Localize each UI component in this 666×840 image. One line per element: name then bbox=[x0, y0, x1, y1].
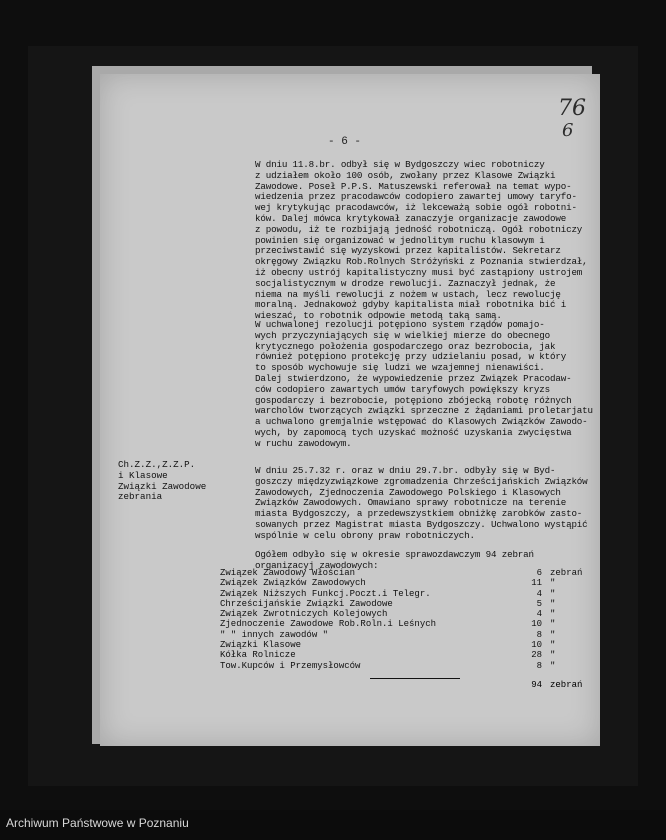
union-name: Chrześcijańskie Związki Zawodowe bbox=[220, 598, 393, 609]
meeting-count: 6 bbox=[536, 568, 542, 578]
text-line: Ogółem odbyło się w okresie sprawozdawczym 94 zebrań bbox=[255, 549, 534, 560]
table-row bbox=[220, 661, 590, 671]
text-line: wieszać, to robotnik odpowie metodą taką samą. bbox=[255, 310, 502, 322]
meeting-count: 11 bbox=[531, 578, 542, 589]
union-name: Kółka Rolnicze bbox=[220, 650, 296, 661]
text-line: socjalistycznym w drodze rewolucji. Zaznaczył jednak, że bbox=[255, 277, 556, 289]
union-name: Związek Związków Zawodowych bbox=[220, 578, 366, 589]
union-name: Związek Niższych Funkcj.Poczt.i Telegr. bbox=[220, 588, 431, 599]
text-line: W uchwalonej rezolucji potępiono system rządów pomajo- bbox=[255, 319, 545, 330]
table-row bbox=[220, 568, 590, 578]
table-row bbox=[220, 640, 590, 650]
table-row bbox=[220, 589, 590, 599]
meeting-count: 4 bbox=[536, 609, 542, 620]
text-line: sowanych przez Magistrat miasta Bydgoszczy. Uchwalono wystąpić bbox=[255, 518, 588, 530]
text-line: miasta Bydgoszczy, a przedewszystkiem obniżkę zarobków zasto- bbox=[255, 508, 583, 520]
text-line: niema na myśli rewolucji z nożem w ustach, lecz rewolucję bbox=[255, 288, 561, 300]
archive-handwritten-number: 76 bbox=[558, 96, 586, 121]
union-name: " " innych zawodów " bbox=[220, 629, 329, 640]
archive-handwritten-number-2: 6 bbox=[562, 120, 574, 141]
meeting-unit: " bbox=[550, 598, 556, 609]
meeting-unit: " bbox=[550, 609, 556, 620]
text-line: przeciwstawić się wyzyskowi przez kapitalistów. Sekretarz bbox=[255, 245, 561, 257]
archive-footer bbox=[0, 810, 666, 840]
table-row bbox=[220, 619, 590, 629]
table-row bbox=[220, 650, 590, 660]
meeting-unit: " bbox=[550, 629, 556, 640]
meeting-unit: " bbox=[550, 588, 556, 599]
text-line: Zawodowych, Zjednoczenia Zawodowego Polskiego i Klasowych bbox=[255, 486, 561, 498]
meeting-unit: " bbox=[550, 640, 556, 651]
margin-note-line: Ch.Z.Z.,Z.Z.P. bbox=[118, 459, 196, 470]
meeting-count: 10 bbox=[531, 619, 542, 630]
text-line: powinien się organizować w jednolitym ruchu klasowym i bbox=[255, 234, 545, 246]
text-line: moralną. Jednakowoż gdyby kapitalista miał robotnika bić i bbox=[255, 299, 567, 311]
page-number: - 6 - bbox=[328, 136, 362, 148]
text-line: wspólnie w celu obrony praw robotniczych. bbox=[255, 529, 475, 541]
text-line: okręgowy Związku Rob.Rolnych Stróżyński z Poznania stwierdzał, bbox=[255, 256, 588, 268]
paragraph-joint-meetings bbox=[255, 466, 595, 542]
total-row bbox=[220, 680, 590, 690]
text-line: ców codopiero zawartych umów taryfowych powiększy kryzs bbox=[255, 383, 550, 395]
text-line: gospodarczy i bezrobocie, potępiono zbójecką robotę różnych bbox=[255, 394, 572, 406]
text-line: Zawodowe. Poseł P.P.S. Matuszewski referował na temat wypo- bbox=[255, 180, 572, 192]
meeting-unit: " bbox=[550, 619, 556, 630]
paragraph-resolution bbox=[255, 320, 595, 450]
text-line: goszczy międzyzwiązkowe zgromadzenia Chrześcijańskich Związków bbox=[255, 475, 588, 487]
archive-name: Archiwum Państwowe w Poznaniu bbox=[6, 816, 189, 830]
text-line: Dalej stwierdzono, że wypowiedzenie przez Związek Pracodaw- bbox=[255, 372, 572, 384]
text-line: wiedzenia przez pracodawców codopiero zawartej umowy taryfo- bbox=[255, 191, 577, 203]
table-row bbox=[220, 609, 590, 619]
margin-note-line: Związki Zawodowe bbox=[118, 480, 207, 492]
meeting-count: 8 bbox=[536, 660, 542, 671]
text-line: w ruchu zawodowym. bbox=[255, 437, 352, 449]
union-name: Zjednoczenie Zawodowe Rob.Roln.i Leśnych bbox=[220, 619, 437, 630]
total-unit: zebrań bbox=[550, 680, 583, 690]
text-line: wych przyczyniających się w wielkiej mierze do obecnego bbox=[255, 329, 550, 341]
table-row bbox=[220, 578, 590, 588]
text-line: z udziałem około 100 osób, zwołany przez Klasowe Związki bbox=[255, 169, 556, 181]
margin-note-line: zebrania bbox=[118, 491, 163, 503]
meeting-unit: " bbox=[550, 660, 556, 671]
paragraph-meeting-report bbox=[255, 160, 595, 322]
union-name: Związek Zwrotniczych Kolejowych bbox=[220, 609, 388, 620]
text-line: organizacyj zawodowych: bbox=[255, 559, 379, 571]
meeting-unit: " bbox=[550, 578, 556, 589]
table-row bbox=[220, 599, 590, 609]
meeting-count: 28 bbox=[531, 650, 542, 661]
text-line: W dniu 11.8.br. odbył się w Bydgoszczy wiec robotniczy bbox=[255, 159, 545, 170]
meeting-count: 8 bbox=[536, 629, 542, 640]
margin-note-line: i Klasowe bbox=[118, 469, 168, 481]
union-name: Związek Zawodowy Włościan bbox=[220, 568, 356, 578]
table-row bbox=[220, 630, 590, 640]
text-line: wej krytykując pracodawców, iż lekceważą sobie ogół robotni- bbox=[255, 202, 577, 214]
meeting-unit: zebrań bbox=[550, 568, 583, 578]
total-rule bbox=[370, 678, 460, 679]
total-count: 94 bbox=[531, 680, 542, 690]
meeting-count: 4 bbox=[536, 588, 542, 599]
text-line: iż obecny ustrój kapitalistyczny musi być zastąpiony ustrojem bbox=[255, 266, 583, 278]
meeting-count: 5 bbox=[536, 598, 542, 609]
text-line: W dniu 25.7.32 r. oraz w dniu 29.7.br. odbyły się w Byd- bbox=[255, 465, 556, 476]
meeting-unit: " bbox=[550, 650, 556, 661]
text-line: z powodu, iż te rozbijają jedność robotniczą. Ogół robotniczy bbox=[255, 223, 583, 235]
meeting-count: 10 bbox=[531, 640, 542, 651]
text-line: wych, by zapomocą tych uzyskać możność uzyskania zwycięstwa bbox=[255, 426, 572, 438]
union-name: Związki Klasowe bbox=[220, 640, 302, 651]
margin-note bbox=[118, 460, 228, 503]
text-line: Związków Zawodowych. Omawiano sprawy robotnicze na terenie bbox=[255, 497, 567, 509]
text-line: warcholów tworzących związki sprzeczne z żądaniami proletarjatu bbox=[255, 405, 593, 417]
union-name: Tow.Kupców i Przemysłowców bbox=[220, 660, 361, 671]
text-line: to sposób wychowuje się ludzi we wzajemnej nienawiści. bbox=[255, 362, 545, 374]
union-meetings-table bbox=[220, 568, 590, 671]
text-line: krytycznego położenia gospodarczego oraz bezrobocia, jak bbox=[255, 340, 556, 352]
text-line: a uchwalono gremjalnie wstępować do Klasowych Związków Zawodo- bbox=[255, 416, 588, 428]
document-page bbox=[100, 74, 600, 746]
text-line: ków. Dalej mówca krytykował zanaczyje organizacje zawodowe bbox=[255, 212, 567, 224]
text-line: również potępiono protekcję przy udzielaniu posad, w który bbox=[255, 351, 567, 363]
